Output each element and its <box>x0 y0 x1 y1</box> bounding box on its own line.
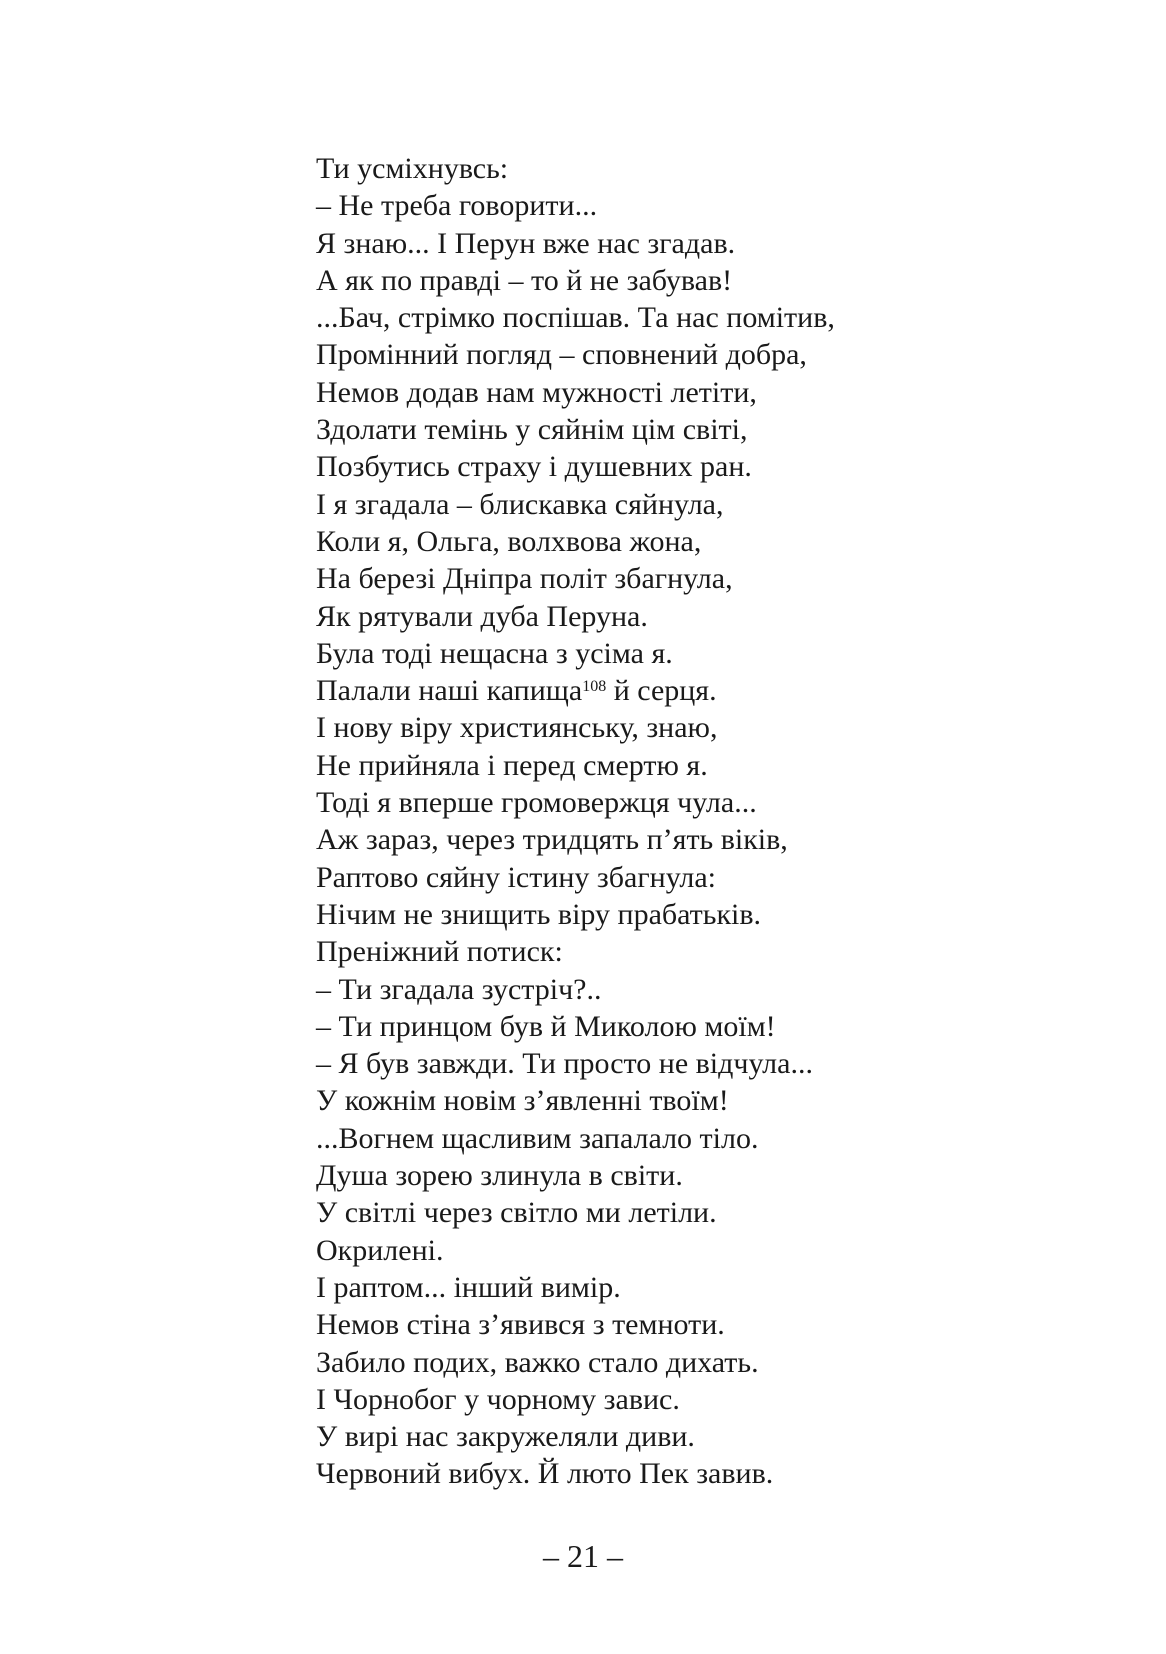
poem-line: – Я був завжди. Ти просто не відчула... <box>316 1047 813 1081</box>
poem-line: Ти усміхнувсь: <box>316 152 509 185</box>
poem-line: У вирі нас закружеляли диви. <box>316 1420 695 1454</box>
poem-line: На березі Дніпра політ збагнула, <box>316 562 733 596</box>
poem-line: І я згадала – блискавка сяйнула, <box>316 487 724 521</box>
poem-line: У кожнім новім з’явленні твоїм! <box>316 1084 729 1118</box>
poem-line: Окрилені. <box>316 1233 444 1267</box>
poem-line: Тоді я вперше громовержця чула... <box>316 786 757 820</box>
poem-line: Немов стіна з’явився з темноти. <box>316 1308 725 1342</box>
poem-line-text: Палали наші капища <box>316 674 583 708</box>
poem-line: Здолати темінь у сяйнім цім світі, <box>316 413 748 447</box>
poem-line: Нічим не знищить віру прабатьків. <box>316 897 762 931</box>
poem-line: – Ти згадала зустріч?.. <box>316 972 602 1006</box>
poem-line: Преніжний потиск: <box>316 935 563 969</box>
poem-line: Раптово сяйну істину збагнула: <box>316 860 717 894</box>
page-number: – 21 – <box>543 1538 623 1574</box>
poem-line: Як рятували дуба Перуна. <box>316 599 648 633</box>
poem-line-text: й серця. <box>606 674 717 708</box>
poem-line: І нову віру християнську, знаю, <box>316 711 718 745</box>
poem-line: Душа зорею злинула в світи. <box>316 1159 683 1193</box>
poem-line: – Не треба говорити... <box>316 189 598 223</box>
poem-line <box>316 672 1096 709</box>
poem-line: Промінний погляд – сповнений добра, <box>316 338 807 372</box>
poem-line: Червоний вибух. Й люто Пек завив. <box>316 1457 774 1491</box>
poem-line: ...Вогнем щасливим запалало тіло. <box>316 1121 759 1155</box>
poem-line: Немов додав нам мужності летіти, <box>316 375 757 409</box>
poem-line: І раптом... інший вимір. <box>316 1270 621 1304</box>
footnote-marker: 108 <box>582 678 607 696</box>
poem-line: Не прийняла і перед смертю я. <box>316 748 708 782</box>
poem-line: І Чорнобог у чорному завис. <box>316 1382 680 1416</box>
poem-line: Я знаю... І Перун вже нас згадав. <box>316 226 736 260</box>
poem-text <box>316 150 1096 1493</box>
poem-line: Позбутись страху і душевних ран. <box>316 450 752 484</box>
poem-line: Коли я, Ольга, волхвова жона, <box>316 524 702 558</box>
poem-line: Аж зараз, через тридцять п’ять віків, <box>316 823 788 857</box>
poem-line: Була тоді нещасна з усіма я. <box>316 636 673 670</box>
poem-line: – Ти принцом був й Миколою моїм! <box>316 1009 776 1043</box>
poem-line: У світлі через світло ми летіли. <box>316 1196 717 1230</box>
poem-line: ...Бач, стрімко поспішав. Та нас помітив, <box>316 301 835 335</box>
poem-line: А як по правді – то й не забував! <box>316 263 733 297</box>
poem-line: Забило подих, важко стало дихать. <box>316 1345 759 1379</box>
